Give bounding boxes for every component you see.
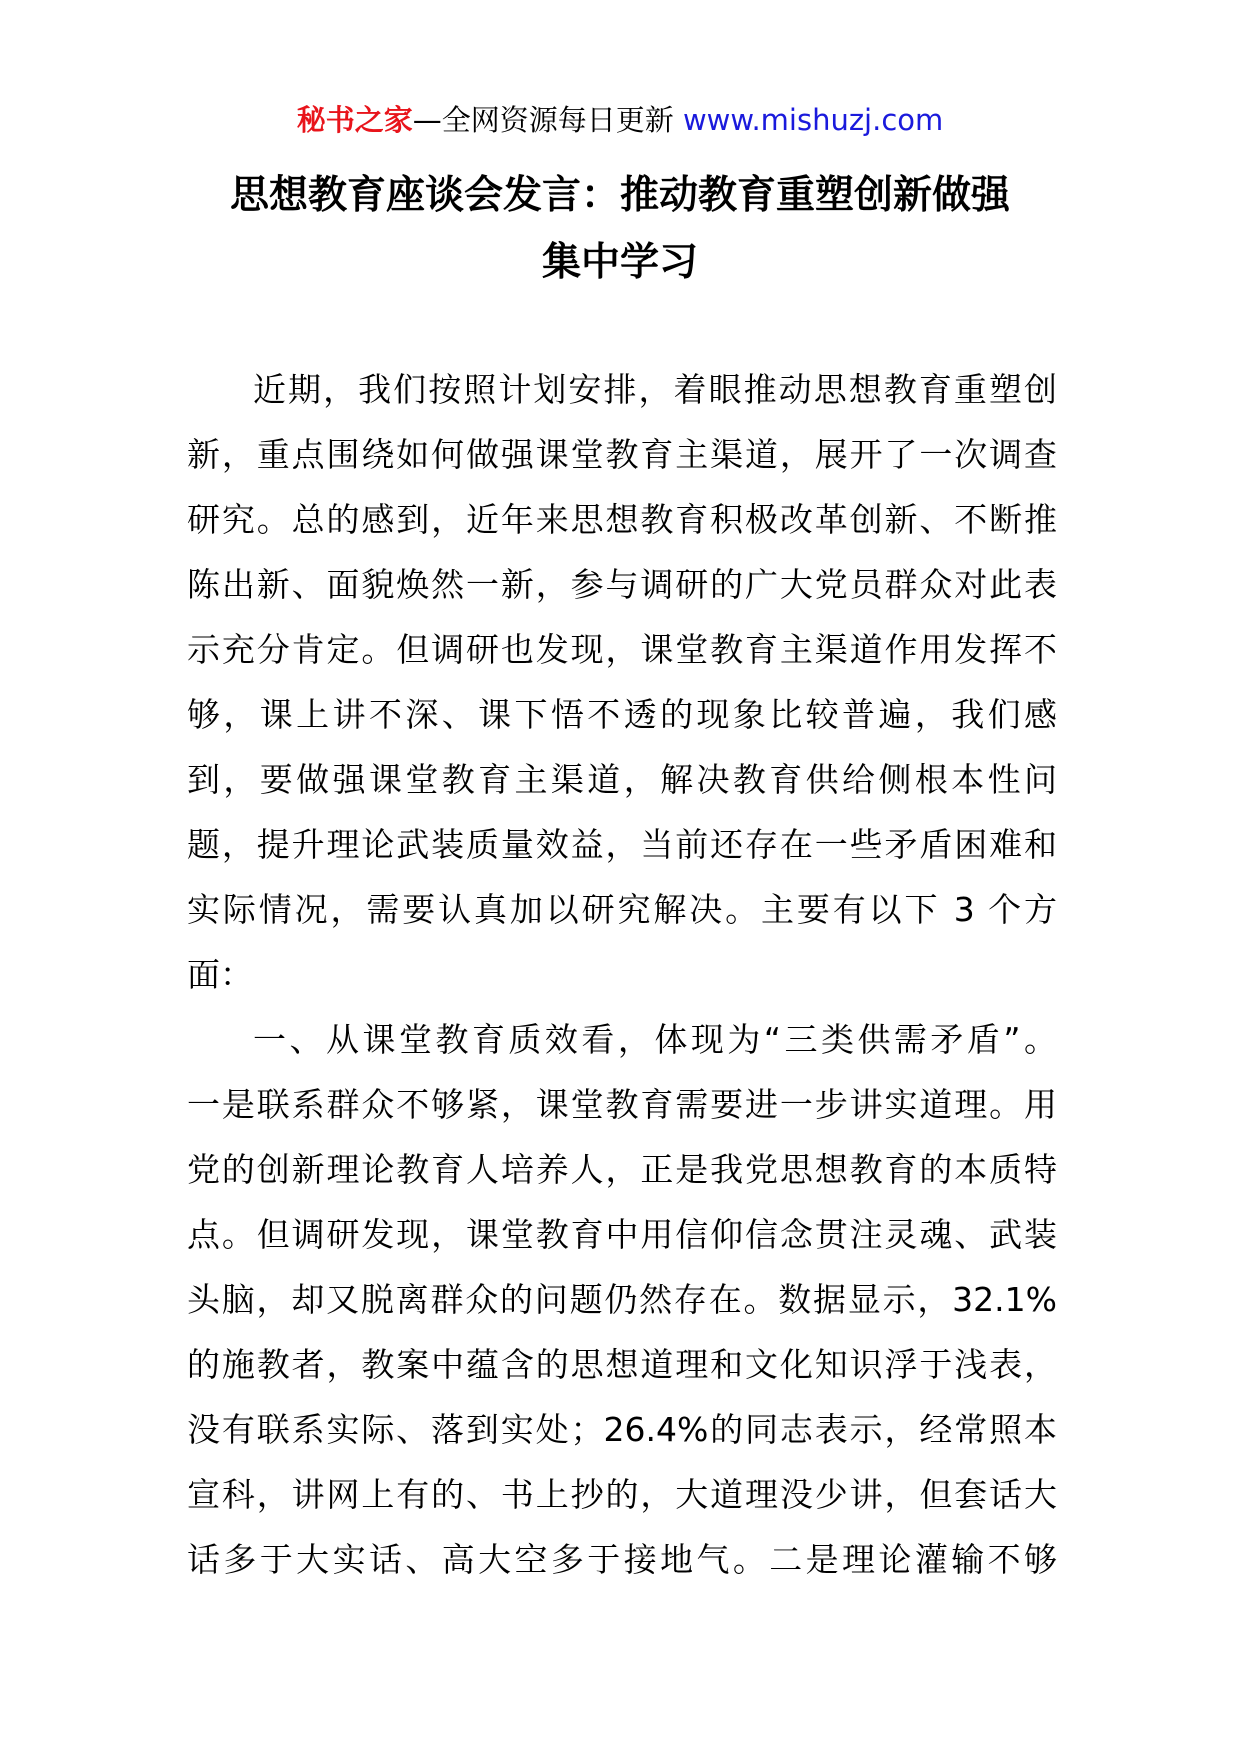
body-line: 话多于大实话、高大空多于接地气。二是理论灌输不够 [187, 1540, 1057, 1579]
body-line: 到，要做强课堂教育主渠道，解决教育供给侧根本性问 [187, 760, 1057, 799]
body-line: 新，重点围绕如何做强课堂教育主渠道，展开了一次调查 [187, 435, 1057, 474]
body-line: 头脑，却又脱离群众的问题仍然存在。数据显示，32.1% [187, 1280, 1057, 1319]
site-url-link[interactable]: www.mishuzj.com [682, 103, 944, 137]
body-line: 的施教者，教案中蕴含的思想道理和文化知识浮于浅表， [187, 1345, 1057, 1384]
site-header [0, 100, 1240, 140]
body-line: 面： [187, 955, 253, 994]
document-title [150, 162, 1090, 296]
body-line: 实际情况，需要认真加以研究解决。主要有以下 3 个方 [187, 890, 1057, 929]
body-line: 题，提升理论武装质量效益，当前还存在一些矛盾困难和 [187, 825, 1057, 864]
body-line: 够，课上讲不深、课下悟不透的现象比较普遍，我们感 [187, 695, 1057, 734]
body-line: 示充分肯定。但调研也发现，课堂教育主渠道作用发挥不 [187, 630, 1057, 669]
body-line: 党的创新理论教育人培养人，正是我党思想教育的本质特 [187, 1150, 1057, 1189]
body-line: 点。但调研发现，课堂教育中用信仰信念贯注灵魂、武装 [187, 1215, 1057, 1254]
title-line-1: 思想教育座谈会发言：推动教育重塑创新做强 [229, 173, 1010, 218]
body-line: 一是联系群众不够紧，课堂教育需要进一步讲实道理。用 [187, 1085, 1057, 1124]
header-tagline: —全网资源每日更新 [412, 103, 674, 137]
body-line: 近期，我们按照计划安排，着眼推动思想教育重塑创 [253, 370, 1057, 409]
body-line: 宣科，讲网上有的、书上抄的，大道理没少讲，但套话大 [187, 1475, 1057, 1514]
section-heading-line: 一、从课堂教育质效看，体现为“三类供需矛盾”。 [253, 1020, 1057, 1059]
body-line: 研究。总的感到，近年来思想教育积极改革创新、不断推 [187, 500, 1057, 539]
body-line: 没有联系实际、落到实处；26.4%的同志表示，经常照本 [187, 1410, 1057, 1449]
brand-name: 秘书之家 [296, 103, 413, 137]
document-body [187, 357, 1057, 1592]
title-line-2: 集中学习 [541, 240, 698, 285]
body-line: 陈出新、面貌焕然一新，参与调研的广大党员群众对此表 [187, 565, 1057, 604]
